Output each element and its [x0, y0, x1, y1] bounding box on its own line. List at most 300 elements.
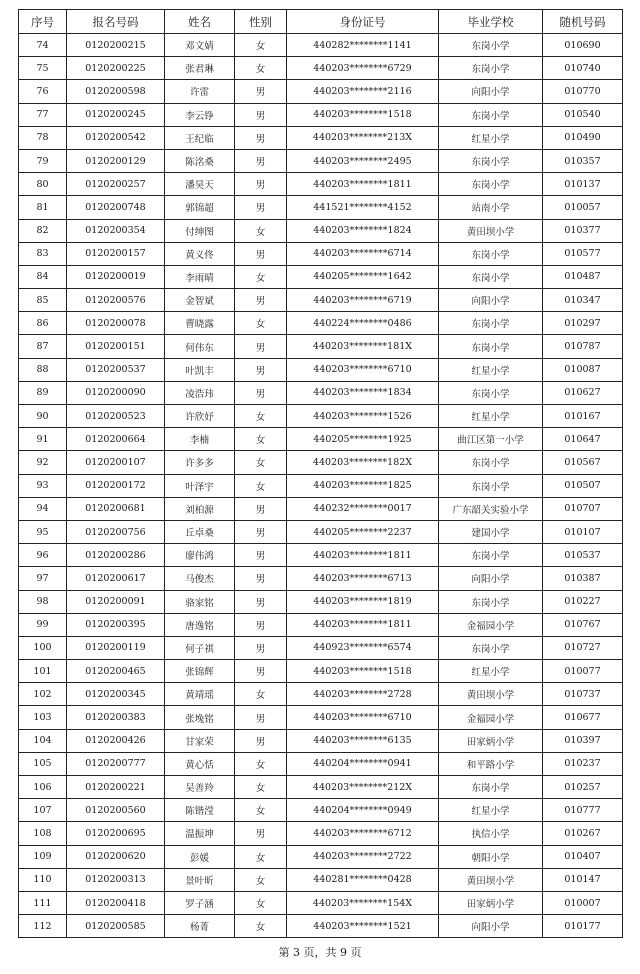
cell-seq: 106	[19, 776, 67, 799]
table-row	[19, 381, 623, 404]
cell-id-no: 440203********6710	[287, 358, 439, 381]
cell-gender: 女	[235, 451, 287, 474]
cell-gender: 男	[235, 289, 287, 312]
cell-name: 金智斌	[165, 289, 235, 312]
cell-school: 向阳小学	[439, 915, 543, 938]
cell-gender: 男	[235, 242, 287, 265]
cell-school: 红星小学	[439, 799, 543, 822]
cell-random-no: 010487	[543, 265, 623, 288]
cell-name: 唐逸铭	[165, 613, 235, 636]
cell-random-no: 010490	[543, 126, 623, 149]
cell-random-no: 010407	[543, 845, 623, 868]
cell-school: 金福园小学	[439, 706, 543, 729]
cell-seq: 100	[19, 636, 67, 659]
cell-reg-no: 0120200221	[67, 776, 165, 799]
cell-id-no: 440203********1526	[287, 405, 439, 428]
cell-name: 张锦辉	[165, 660, 235, 683]
cell-random-no: 010770	[543, 80, 623, 103]
cell-reg-no: 0120200019	[67, 265, 165, 288]
cell-school: 朝阳小学	[439, 845, 543, 868]
cell-name: 张君琳	[165, 57, 235, 80]
table-row	[19, 242, 623, 265]
table-row	[19, 57, 623, 80]
table-row	[19, 428, 623, 451]
cell-name: 刘柏源	[165, 497, 235, 520]
table-row	[19, 520, 623, 543]
cell-seq: 93	[19, 474, 67, 497]
cell-seq: 92	[19, 451, 67, 474]
cell-reg-no: 0120200695	[67, 822, 165, 845]
cell-seq: 111	[19, 891, 67, 914]
cell-reg-no: 0120200172	[67, 474, 165, 497]
cell-random-no: 010167	[543, 405, 623, 428]
cell-name: 何伟东	[165, 335, 235, 358]
table-row	[19, 173, 623, 196]
cell-name: 陈洺桑	[165, 149, 235, 172]
cell-id-no: 440203********2728	[287, 683, 439, 706]
cell-reg-no: 0120200090	[67, 381, 165, 404]
cell-school: 东岗小学	[439, 34, 543, 57]
cell-random-no: 010297	[543, 312, 623, 335]
cell-id-no: 440232********0017	[287, 497, 439, 520]
cell-name: 邓文婧	[165, 34, 235, 57]
cell-random-no: 010777	[543, 799, 623, 822]
cell-school: 东岗小学	[439, 242, 543, 265]
table-row	[19, 845, 623, 868]
cell-seq: 108	[19, 822, 67, 845]
cell-gender: 女	[235, 474, 287, 497]
cell-reg-no: 0120200313	[67, 868, 165, 891]
cell-gender: 女	[235, 405, 287, 428]
table-row	[19, 752, 623, 775]
cell-gender: 男	[235, 520, 287, 543]
cell-seq: 94	[19, 497, 67, 520]
cell-reg-no: 0120200215	[67, 34, 165, 57]
cell-random-no: 010707	[543, 497, 623, 520]
cell-seq: 80	[19, 173, 67, 196]
cell-random-no: 010257	[543, 776, 623, 799]
cell-reg-no: 0120200620	[67, 845, 165, 868]
cell-reg-no: 0120200537	[67, 358, 165, 381]
cell-id-no: 440203********2116	[287, 80, 439, 103]
cell-seq: 87	[19, 335, 67, 358]
cell-id-no: 440203********1811	[287, 613, 439, 636]
cell-id-no: 440203********6710	[287, 706, 439, 729]
cell-gender: 女	[235, 683, 287, 706]
cell-name: 许欣妤	[165, 405, 235, 428]
cell-gender: 男	[235, 335, 287, 358]
table-row	[19, 613, 623, 636]
cell-seq: 112	[19, 915, 67, 938]
cell-reg-no: 0120200225	[67, 57, 165, 80]
cell-id-no: 440203********6712	[287, 822, 439, 845]
cell-school: 田家炳小学	[439, 729, 543, 752]
cell-seq: 98	[19, 590, 67, 613]
cell-school: 东岗小学	[439, 590, 543, 613]
cell-name: 叶泽宇	[165, 474, 235, 497]
cell-id-no: 440204********0949	[287, 799, 439, 822]
cell-id-no: 440203********6714	[287, 242, 439, 265]
cell-name: 李雨晴	[165, 265, 235, 288]
cell-seq: 103	[19, 706, 67, 729]
cell-seq: 81	[19, 196, 67, 219]
cell-school: 红星小学	[439, 660, 543, 683]
cell-random-no: 010107	[543, 520, 623, 543]
cell-name: 吴善羚	[165, 776, 235, 799]
cell-reg-no: 0120200107	[67, 451, 165, 474]
cell-school: 东岗小学	[439, 312, 543, 335]
cell-school: 东岗小学	[439, 149, 543, 172]
header-name: 姓名	[165, 10, 235, 34]
cell-random-no: 010177	[543, 915, 623, 938]
header-reg-no: 报名号码	[67, 10, 165, 34]
page-indicator: 第 3 页，共 9 页	[278, 946, 362, 959]
cell-seq: 91	[19, 428, 67, 451]
cell-reg-no: 0120200091	[67, 590, 165, 613]
cell-random-no: 010007	[543, 891, 623, 914]
table-row	[19, 451, 623, 474]
cell-gender: 女	[235, 428, 287, 451]
cell-seq: 85	[19, 289, 67, 312]
cell-gender: 男	[235, 567, 287, 590]
cell-random-no: 010540	[543, 103, 623, 126]
cell-gender: 男	[235, 381, 287, 404]
cell-seq: 102	[19, 683, 67, 706]
cell-reg-no: 0120200426	[67, 729, 165, 752]
cell-gender: 女	[235, 845, 287, 868]
cell-school: 田家炳小学	[439, 891, 543, 914]
cell-reg-no: 0120200598	[67, 80, 165, 103]
cell-name: 曹晓露	[165, 312, 235, 335]
cell-name: 许雷	[165, 80, 235, 103]
table-row	[19, 126, 623, 149]
cell-name: 何子祺	[165, 636, 235, 659]
roster-table	[18, 9, 623, 938]
cell-school: 东岗小学	[439, 265, 543, 288]
cell-name: 李云铮	[165, 103, 235, 126]
cell-id-no: 440282********1141	[287, 34, 439, 57]
cell-seq: 77	[19, 103, 67, 126]
cell-reg-no: 0120200542	[67, 126, 165, 149]
cell-id-no: 440203********1811	[287, 544, 439, 567]
cell-random-no: 010567	[543, 451, 623, 474]
cell-seq: 74	[19, 34, 67, 57]
cell-name: 甘家荣	[165, 729, 235, 752]
cell-random-no: 010137	[543, 173, 623, 196]
cell-random-no: 010147	[543, 868, 623, 891]
cell-name: 王纪临	[165, 126, 235, 149]
cell-id-no: 440281********0428	[287, 868, 439, 891]
table-row	[19, 729, 623, 752]
cell-name: 杨菁	[165, 915, 235, 938]
cell-gender: 男	[235, 149, 287, 172]
cell-gender: 女	[235, 752, 287, 775]
table-row	[19, 358, 623, 381]
cell-id-no: 440203********2495	[287, 149, 439, 172]
cell-id-no: 440205********2237	[287, 520, 439, 543]
cell-gender: 男	[235, 358, 287, 381]
table-row	[19, 683, 623, 706]
cell-id-no: 440923********6574	[287, 636, 439, 659]
cell-school: 东岗小学	[439, 335, 543, 358]
cell-reg-no: 0120200681	[67, 497, 165, 520]
cell-school: 向阳小学	[439, 289, 543, 312]
cell-name: 郭锦超	[165, 196, 235, 219]
cell-id-no: 440203********6719	[287, 289, 439, 312]
cell-name: 潘昊天	[165, 173, 235, 196]
cell-random-no: 010677	[543, 706, 623, 729]
cell-gender: 女	[235, 799, 287, 822]
cell-id-no: 440203********1819	[287, 590, 439, 613]
header-id-no: 身份证号	[287, 10, 439, 34]
cell-random-no: 010787	[543, 335, 623, 358]
table-row	[19, 219, 623, 242]
cell-name: 黄义佟	[165, 242, 235, 265]
cell-school: 东岗小学	[439, 776, 543, 799]
header-seq: 序号	[19, 10, 67, 34]
cell-name: 李楠	[165, 428, 235, 451]
cell-id-no: 440205********1925	[287, 428, 439, 451]
cell-seq: 79	[19, 149, 67, 172]
table-row	[19, 567, 623, 590]
cell-gender: 女	[235, 891, 287, 914]
cell-name: 张堍铭	[165, 706, 235, 729]
cell-school: 东岗小学	[439, 173, 543, 196]
cell-random-no: 010727	[543, 636, 623, 659]
cell-gender: 男	[235, 544, 287, 567]
cell-school: 东岗小学	[439, 451, 543, 474]
table-row	[19, 636, 623, 659]
cell-reg-no: 0120200129	[67, 149, 165, 172]
cell-reg-no: 0120200286	[67, 544, 165, 567]
cell-gender: 女	[235, 219, 287, 242]
table-header	[19, 10, 623, 34]
cell-school: 建国小学	[439, 520, 543, 543]
cell-random-no: 010740	[543, 57, 623, 80]
table-row	[19, 660, 623, 683]
cell-seq: 110	[19, 868, 67, 891]
cell-seq: 86	[19, 312, 67, 335]
cell-reg-no: 0120200345	[67, 683, 165, 706]
cell-reg-no: 0120200157	[67, 242, 165, 265]
cell-random-no: 010737	[543, 683, 623, 706]
table-row	[19, 544, 623, 567]
cell-name: 黄靖瑶	[165, 683, 235, 706]
cell-random-no: 010537	[543, 544, 623, 567]
cell-school: 向阳小学	[439, 567, 543, 590]
cell-school: 黄田坝小学	[439, 219, 543, 242]
table-row	[19, 289, 623, 312]
cell-reg-no: 0120200151	[67, 335, 165, 358]
cell-name: 廖伟鸿	[165, 544, 235, 567]
table-row	[19, 497, 623, 520]
cell-reg-no: 0120200418	[67, 891, 165, 914]
cell-gender: 男	[235, 822, 287, 845]
cell-reg-no: 0120200119	[67, 636, 165, 659]
cell-id-no: 440203********181X	[287, 335, 439, 358]
cell-name: 许多多	[165, 451, 235, 474]
cell-seq: 107	[19, 799, 67, 822]
cell-reg-no: 0120200560	[67, 799, 165, 822]
cell-random-no: 010387	[543, 567, 623, 590]
cell-name: 彭媛	[165, 845, 235, 868]
cell-id-no: 440203********1521	[287, 915, 439, 938]
cell-random-no: 010647	[543, 428, 623, 451]
cell-school: 广东韶关实验小学	[439, 497, 543, 520]
cell-random-no: 010627	[543, 381, 623, 404]
table-row	[19, 149, 623, 172]
table-row	[19, 776, 623, 799]
cell-id-no: 440203********154X	[287, 891, 439, 914]
cell-gender: 女	[235, 915, 287, 938]
cell-random-no: 010227	[543, 590, 623, 613]
cell-gender: 男	[235, 613, 287, 636]
cell-gender: 女	[235, 776, 287, 799]
cell-random-no: 010057	[543, 196, 623, 219]
cell-random-no: 010377	[543, 219, 623, 242]
cell-name: 陈锴滢	[165, 799, 235, 822]
cell-id-no: 440203********1518	[287, 660, 439, 683]
cell-id-no: 440203********1824	[287, 219, 439, 242]
cell-random-no: 010507	[543, 474, 623, 497]
cell-gender: 男	[235, 706, 287, 729]
cell-reg-no: 0120200576	[67, 289, 165, 312]
cell-seq: 99	[19, 613, 67, 636]
cell-reg-no: 0120200245	[67, 103, 165, 126]
cell-gender: 男	[235, 80, 287, 103]
table-body	[19, 34, 623, 938]
cell-reg-no: 0120200078	[67, 312, 165, 335]
cell-seq: 95	[19, 520, 67, 543]
cell-seq: 84	[19, 265, 67, 288]
header-gender: 性别	[235, 10, 287, 34]
cell-id-no: 441521********4152	[287, 196, 439, 219]
table-row	[19, 474, 623, 497]
cell-seq: 109	[19, 845, 67, 868]
cell-school: 东岗小学	[439, 103, 543, 126]
cell-id-no: 440203********1834	[287, 381, 439, 404]
cell-reg-no: 0120200383	[67, 706, 165, 729]
cell-seq: 82	[19, 219, 67, 242]
cell-id-no: 440203********212X	[287, 776, 439, 799]
cell-gender: 男	[235, 590, 287, 613]
cell-name: 温振坤	[165, 822, 235, 845]
cell-school: 和平路小学	[439, 752, 543, 775]
cell-name: 付绅图	[165, 219, 235, 242]
cell-name: 罗子涵	[165, 891, 235, 914]
table-row	[19, 335, 623, 358]
table-row	[19, 891, 623, 914]
cell-name: 丘卓桑	[165, 520, 235, 543]
cell-id-no: 440203********213X	[287, 126, 439, 149]
cell-name: 景叶昕	[165, 868, 235, 891]
cell-seq: 97	[19, 567, 67, 590]
cell-seq: 101	[19, 660, 67, 683]
cell-gender: 男	[235, 636, 287, 659]
cell-reg-no: 0120200257	[67, 173, 165, 196]
cell-id-no: 440204********0941	[287, 752, 439, 775]
cell-school: 红星小学	[439, 126, 543, 149]
cell-id-no: 440203********6135	[287, 729, 439, 752]
cell-school: 黄田坝小学	[439, 868, 543, 891]
cell-gender: 女	[235, 868, 287, 891]
cell-school: 东岗小学	[439, 57, 543, 80]
cell-school: 东岗小学	[439, 381, 543, 404]
cell-reg-no: 0120200777	[67, 752, 165, 775]
cell-seq: 76	[19, 80, 67, 103]
cell-id-no: 440203********1825	[287, 474, 439, 497]
cell-random-no: 010347	[543, 289, 623, 312]
cell-school: 红星小学	[439, 405, 543, 428]
cell-reg-no: 0120200395	[67, 613, 165, 636]
cell-id-no: 440203********2722	[287, 845, 439, 868]
cell-gender: 男	[235, 729, 287, 752]
cell-random-no: 010357	[543, 149, 623, 172]
cell-gender: 男	[235, 103, 287, 126]
cell-school: 执信小学	[439, 822, 543, 845]
table-row	[19, 822, 623, 845]
cell-seq: 105	[19, 752, 67, 775]
cell-seq: 88	[19, 358, 67, 381]
cell-reg-no: 0120200585	[67, 915, 165, 938]
cell-reg-no: 0120200664	[67, 428, 165, 451]
cell-gender: 女	[235, 57, 287, 80]
table-row	[19, 799, 623, 822]
cell-name: 骆家铭	[165, 590, 235, 613]
table-row	[19, 34, 623, 57]
cell-gender: 男	[235, 497, 287, 520]
table-row	[19, 265, 623, 288]
cell-school: 东岗小学	[439, 636, 543, 659]
cell-id-no: 440224********0486	[287, 312, 439, 335]
table-row	[19, 103, 623, 126]
cell-name: 马俊杰	[165, 567, 235, 590]
cell-gender: 女	[235, 312, 287, 335]
table-row	[19, 868, 623, 891]
cell-random-no: 010077	[543, 660, 623, 683]
cell-id-no: 440203********6729	[287, 57, 439, 80]
table-row	[19, 915, 623, 938]
header-random-no: 随机号码	[543, 10, 623, 34]
cell-random-no: 010577	[543, 242, 623, 265]
cell-random-no: 010087	[543, 358, 623, 381]
cell-random-no: 010237	[543, 752, 623, 775]
header-school: 毕业学校	[439, 10, 543, 34]
cell-reg-no: 0120200617	[67, 567, 165, 590]
cell-school: 向阳小学	[439, 80, 543, 103]
cell-gender: 男	[235, 660, 287, 683]
cell-school: 金福园小学	[439, 613, 543, 636]
cell-school: 曲江区第一小学	[439, 428, 543, 451]
cell-school: 东岗小学	[439, 474, 543, 497]
cell-random-no: 010767	[543, 613, 623, 636]
cell-seq: 104	[19, 729, 67, 752]
cell-gender: 男	[235, 196, 287, 219]
cell-school: 红星小学	[439, 358, 543, 381]
table-row	[19, 196, 623, 219]
cell-gender: 男	[235, 173, 287, 196]
table-row	[19, 405, 623, 428]
cell-name: 凌浩玮	[165, 381, 235, 404]
cell-school: 黄田坝小学	[439, 683, 543, 706]
cell-gender: 男	[235, 126, 287, 149]
table-row	[19, 706, 623, 729]
cell-seq: 83	[19, 242, 67, 265]
cell-reg-no: 0120200756	[67, 520, 165, 543]
table-row	[19, 80, 623, 103]
cell-seq: 96	[19, 544, 67, 567]
cell-seq: 90	[19, 405, 67, 428]
